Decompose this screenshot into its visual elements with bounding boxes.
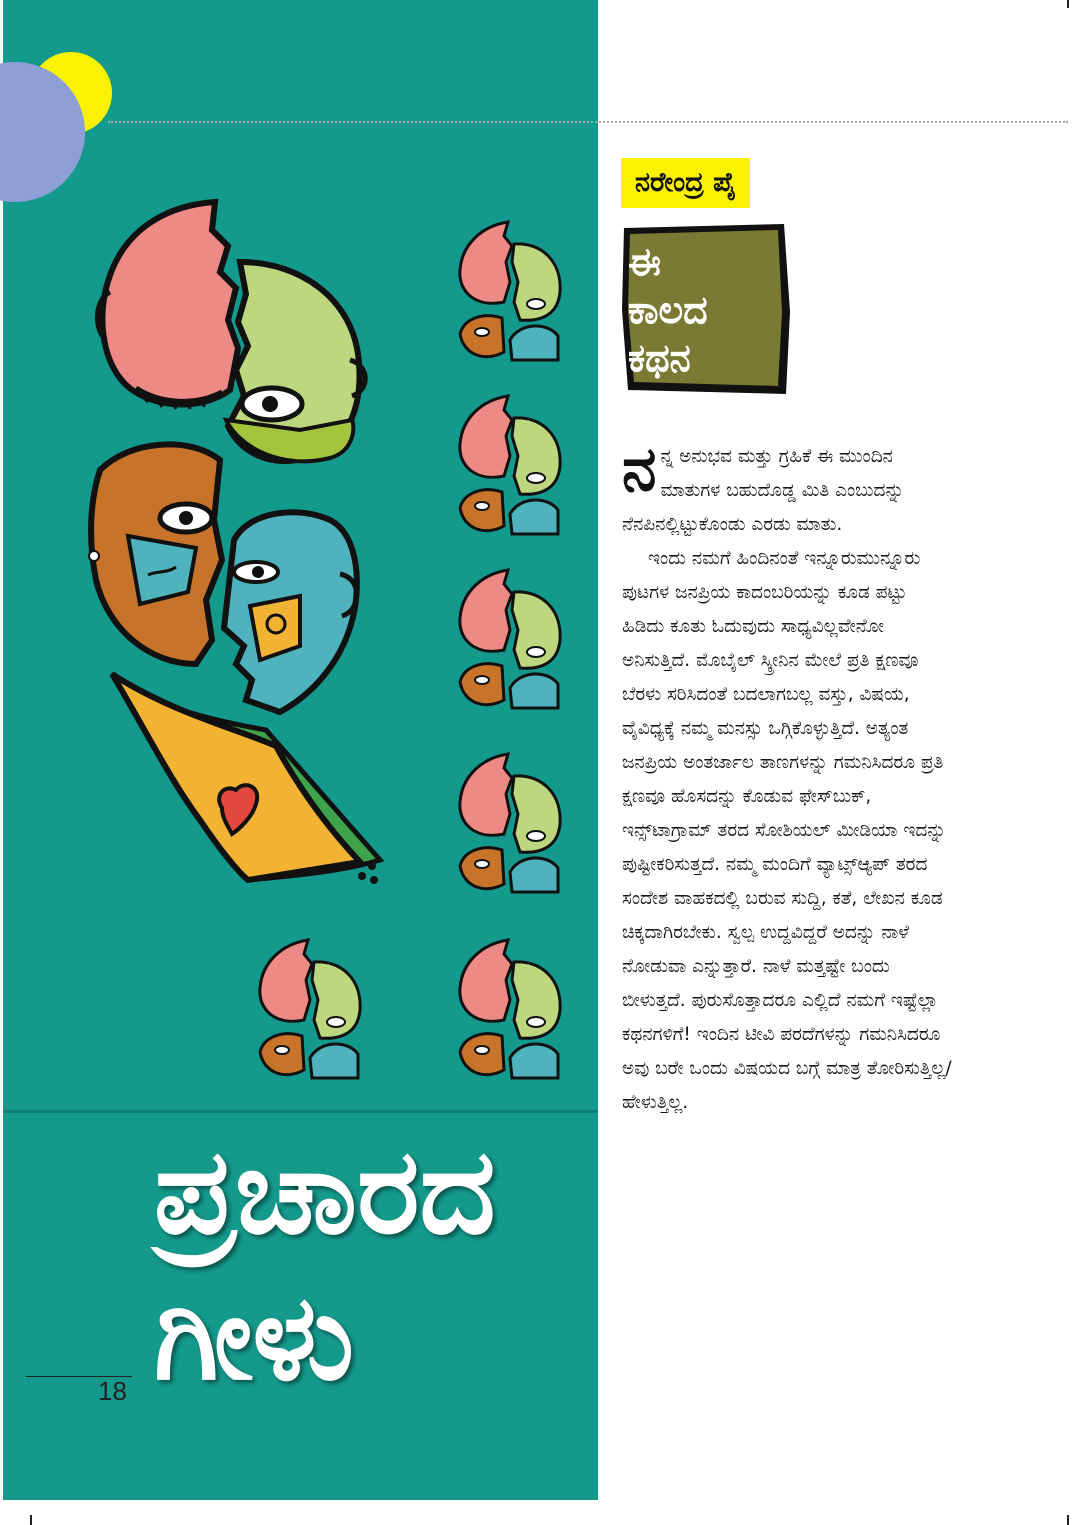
paragraph-text: ನ್ನ ಅನುಭವ ಮತ್ತು ಗ್ರಹಿಕೆ ಈ ಮುಂದಿನ ಮಾತುಗಳ ಬಹುದೊಡ್ಡ ಮಿತಿ ಎಂಬುದನ್ನು ನೆನಪಿನಲ್ಲಿಟ್ಟುಕೊಂಡು ಎರಡು ಮಾತು.	[622, 446, 905, 535]
faces-illustration	[0, 0, 600, 1110]
column-logo-title	[628, 238, 788, 382]
headline-line: ಪ್ರಚಾರದ	[154, 1122, 496, 1260]
article-paragraph: ಇಂದು ನಮಗೆ ಹಿಂದಿನಂತೆ ಇನ್ನೂರುಮುನ್ನೂರು ಪುಟಗಳ ಜನಪ್ರಿಯ ಕಾದಂಬರಿಯನ್ನು ಕೂಡ ಪಟ್ಟು ಹಿಡಿದು ಕೂತು ಓದುವುದು ಸಾಧ್ಯವಿಲ್ಲವೇನೋ ಅನಿಸುತ್ತಿದೆ. ಮೊಬೈಲ್ ಸ್ಕ್ರೀನಿನ ಮೇಲೆ ಪ್ರತಿ ಕ್ಷಣವೂ ಬೆರಳು ಸರಿಸಿದಂತೆ ಬದಲಾಗಬಲ್ಲ ವಸ್ತು, ವಿಷಯ, ವೈವಿಧ್ಯಕ್ಕೆ ನಮ್ಮ ಮನಸ್ಸು ಒಗ್ಗಿಕೊಳ್ಳುತ್ತಿದೆ. ಅತ್ಯಂತ ಜನಪ್ರಿಯ ಅಂತರ್ಜಾಲ ತಾಣಗಳನ್ನು ಗಮನಿಸಿದರೂ ಪ್ರತಿ ಕ್ಷಣವೂ ಹೊಸದನ್ನು ಕೊಡುವ ಫೇಸ್‌ಬುಕ್, ಇನ್ಸ್‌ಟಾಗ್ರಾಮ್ ತರದ ಸೋಶಿಯಲ್ ಮೀಡಿಯಾ ಇದನ್ನು ಪುಷ್ಟೀಕರಿಸುತ್ತದೆ. ನಮ್ಮ ಮಂದಿಗೆ ವ್ಯಾಟ್ಸ್‌ಆ್ಯಪ್ ತರದ ಸಂದೇಶ ವಾಹಕದಲ್ಲಿ ಬರುವ ಸುದ್ದಿ, ಕತೆ, ಲೇಖನ ಕೂಡ ಚಿಕ್ಕದಾಗಿರಬೇಕು. ಸ್ವಲ್ಪ ಉದ್ದವಿದ್ದರೆ ಅದನ್ನು ನಾಳೆ ನೋಡುವಾ ಎನ್ನುತ್ತಾರೆ. ನಾಳೆ ಮತ್ತಷ್ಟೇ ಬಂದು ಬೀಳುತ್ತದೆ. ಪುರುಸೊತ್ತಾದರೂ ಎಲ್ಲಿದೆ ನಮಗೆ ಇಷ್ಟೆಲ್ಲಾ ಕಥನಗಳಿಗೆ! ಇಂದಿನ ಟೀವಿ ಪರದೆಗಳನ್ನು ಗಮನಿಸಿದರೂ ಅವು ಬರೇ ಒಂದು ವಿಷಯದ ಬಗ್ಗೆ ಮಾತ್ರ ತೋರಿಸುತ್ತಿಲ್ಲ/ಹೇಳುತ್ತಿಲ್ಲ.	[622, 548, 952, 1113]
headline	[154, 1118, 594, 1410]
column-logo-line: ಈ	[628, 240, 661, 284]
column-logo-line: ಕಾಲದ	[628, 288, 708, 332]
crop-mark	[1067, 1515, 1069, 1525]
crop-mark	[1067, 0, 1069, 8]
headline-line: ಗೀಳು	[154, 1268, 355, 1406]
article-body	[622, 432, 952, 1120]
author-name: ನರೇಂದ್ರ ಪೈ	[621, 158, 750, 208]
page-number: 18	[98, 1376, 127, 1406]
crop-mark	[30, 1515, 32, 1525]
panel-divider	[3, 1110, 598, 1113]
article-paragraph	[622, 432, 952, 542]
drop-cap: ನ	[622, 432, 657, 505]
column-logo-line: ಕಥನ	[628, 336, 691, 380]
